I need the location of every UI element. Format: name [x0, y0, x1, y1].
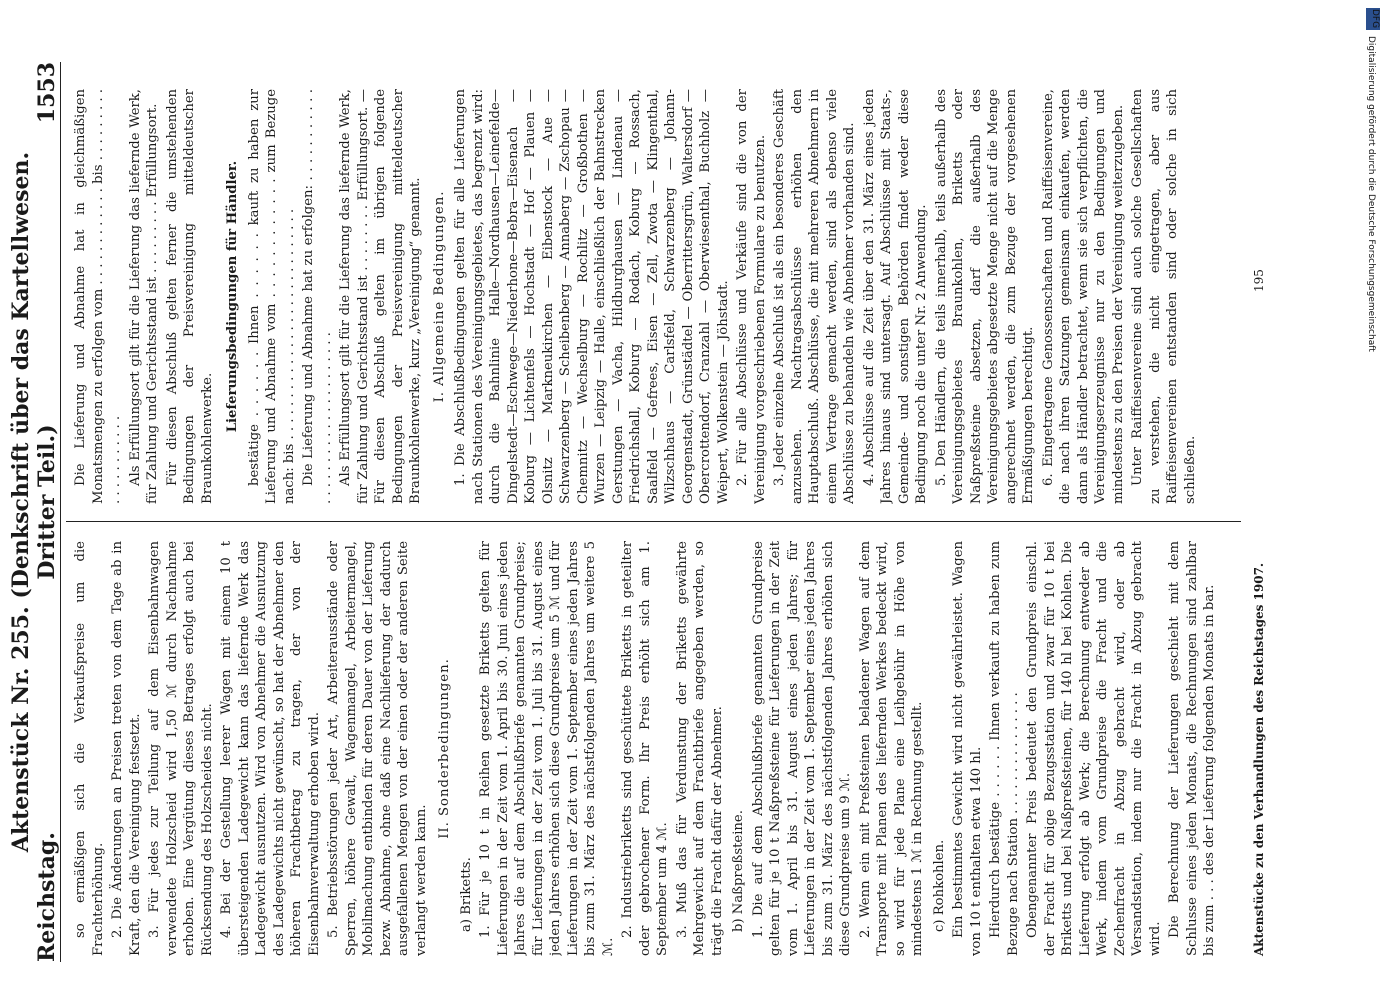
section-2-title: II. Sonderbedingungen.: [437, 658, 452, 839]
right-column-paragraphs: [72, 89, 216, 504]
paragraph: 1. Die auf dem Abschlußbriefe genannten Grundpreise gelten für je 10 t Naßpreßsteine für Lieferungen in der Zeit vom 1. April bis 31. August eines jeden Jahres; für Lieferungen in der Zeit vom 1. September eines jeden Jahres bis zum 31. März des nächstfolgenden Jahres erhöhen sich diese Grundpreise um 9 ℳ.: [750, 541, 853, 956]
paragraph: Die Lieferung und Abnahme hat zu erfolgen: . . . . . . . . . . . . . . . . . . . . . . . . . . . . . . . .: [301, 89, 334, 504]
paragraph: 5. Den Händlern, die teils innerhalb, teils außerhalb des Vereinigungsgebietes Braunkohlen, Briketts oder Naßpreßsteine absetzen, darf die außerhalb des Vereinigungsgebietes abgesetzte Menge nicht auf die Menge angerechnet werden, die zum Bezuge der vorgesehenen Ermäßigungen berechtigt.: [933, 89, 1036, 504]
paragraph: 4. Bei der Gestellung leerer Wagen mit einem 10 t übersteigenden Ladegewicht kann das liefernde Werk das Ladegewicht ausnutzen. Wird von Abnehmer die Ausnutzung des Ladegewichts nicht gewünscht, so hat der Abnehmer den höheren Frachtbetrag zu tragen, der von der Eisenbahnverwaltung erhoben wird.: [219, 541, 322, 956]
paragraph: Obengenannter Preis bedeutet den Grundpreis einschl. der Fracht für obige Bezugsstation und zwar für 10 t bei Briketts und bei Naßpreßsteinen, für 140 hl bei Kohlen. Die Lieferung erfolgt ab Werk; die Berechnung entweder ab Werk, indem vom Grundpreise die Fracht und die Zechenfracht in Abzug gebracht wird, oder ab Versandstation, indem nur die Fracht in Abzug gebracht wird.: [1025, 541, 1163, 956]
paragraph: Hierdurch bestätige . . . . . . Ihnen verkauft zu haben zum Bezuge nach Station . . . . . . . . . . . . . . .: [988, 541, 1021, 956]
paragraph: Als Erfüllungsort gilt für die Lieferung das liefernde Werk, für Zahlung und Gerichtsstand ist . . . . . . . . . Erfüllungsort.: [127, 89, 160, 504]
rotated-page-content: [0, 22, 1320, 982]
subsection-b-title: b) Naßpreßsteine.: [731, 810, 746, 932]
left-column: [72, 541, 1242, 956]
dfg-logo: DFG: [1366, 8, 1380, 30]
subsection-a-title: a) Briketts.: [458, 857, 474, 932]
left-column-paragraphs: [72, 541, 430, 956]
paragraph: 2. Für alle Abschlüsse und Verkäufe sind die von der Vereinigung vorgeschriebenen Formulare zu benutzen.: [735, 89, 768, 504]
side-credit: [1366, 8, 1380, 708]
paragraph: 3. Muß das für Verdunstung der Briketts gewährte Mehrgewicht auf dem Frachtbriefe angegeben werden, so trägt die Fracht dafür der Abnehmer.: [674, 541, 725, 956]
rohkohlen-paragraphs: [950, 541, 1219, 956]
running-header: [0, 62, 61, 962]
paragraph: Die Berechnung der Lieferungen geschieht mit dem Schlusse eines jeden Monats, die Rechnungen sind zahlbar bis zum . . . des der Lieferung folgenden Monats in bar.: [1167, 541, 1217, 956]
column-divider: [66, 521, 1241, 522]
nasspresssteine-paragraphs: [750, 541, 927, 956]
paragraph: bestätige . . . . . . Ihnen . . . . . . kauft zu haben zur Lieferung und Abnahme vom . . . . . . . . . . . . zum Bezuge nach: bis . . . . . . . . . . . . . . . . . . . . . . . . . . . .: [246, 89, 297, 504]
paragraph: 3. Jeder einzelne Abschluß ist als ein besonderes Geschäft anzusehen. Nachtragsabschlüsse erhöhen den Hauptabschluß. Abschlüsse, die mit mehreren Abnehmern in einem Vertrage gemacht werden, sind als ebenso viele Abschlüsse zu behandeln wie Abnehmer vorhanden sind.: [772, 89, 857, 504]
paragraph: 1. Die Abschlußbedingungen gelten für alle Lieferungen nach Stationen des Vereinigungsgebietes, das begrenzt wird: durch die Bahnlinie Halle—Nordhausen—Leinefelde—Dingelstedt—Eschwege—Niederhone—Bebra—Eisenach — Koburg — Lichtenfels — Hochstadt — Hof — Plauen — Olsnitz — Markneukirchen — Eibenstock — Aue — Schwarzenberg — Scheibenberg — Annaberg — Zschopau — Chemnitz — Wechselburg — Rochlitz — Großbothen — Wurzen — Leipzig — Halle, einschließlich der Bahnstrecken Gerstungen — Vacha, Hildburghausen — Lindenau — Friedrichshall, Koburg — Rodach, Koburg — Rossach, Saalfeld — Gefrees, Eisen — Zell, Zwota — Klingenthal, Wilzschhaus — Carlsfeld, Schwarzenberg — Johann-Georgenstadt, Grünstädtel — Oberrittersgrün, Waltersdorf — Obercrottendorf, Cranzahl — Oberwiesenthal, Buchholz — Weipert, Wolkenstein — Jöhstadt.: [453, 89, 731, 504]
subsection-c-title: c) Rohkohlen.: [931, 839, 947, 932]
paragraph: 3. Für jedes zur Teilung auf dem Eisenbahnwagen verwendete Holzscheid wird 1,50 ℳ durch Nachnahme erhoben. Eine Vergütung dieses Betrages erfolgt auch bei Rücksendung des Holzscheides nicht.: [147, 541, 215, 956]
paragraph: so ermäßigen sich die Verkaufspreise um die Frachterhöhung.: [73, 541, 106, 956]
paragraph: 2. Industriebriketts sind geschüttete Briketts in geteilter oder gebrochener Form. Ihr Preis erhöht sich am 1. September um 4 ℳ.: [620, 541, 670, 956]
paragraph: Ein bestimmtes Gewicht wird nicht gewährleistet. Wagen von 10 t enthalten etwa 140 hl.: [951, 541, 984, 956]
paragraph: 2. Wenn ein mit Preßsteinen beladener Wagen auf dem Transporte mit Planen des liefernden Werkes bedeckt wird, so wird für jede Plane eine Leihgebühr in Höhe von mindestens 1 ℳ in Rechnung gestellt.: [857, 541, 925, 956]
paragraph: 6. Eingetragene Genossenschaften und Raiffeisenvereine, die nach ihren Satzungen gemeinsam einkaufen, werden dann als Händler betrachtet, wenn sie sich verpflichten, die Vereinigungserzeugnisse nur zu den Bedingungen und mindestens zu den Preisen der Vereinigung weiterzugeben.: [1040, 89, 1126, 504]
footnote: Aktenstücke zu den Verhandlungen des Reichstages 1907.: [1252, 562, 1266, 956]
side-credit-text: Digitalisierung gefördert durch die Deutsche Forschungsgemeinschaft: [1366, 36, 1376, 352]
header-title: Aktenstück Nr. 255. (Denkschrift über das Kartellwesen. Dritter Teil.): [8, 151, 60, 853]
paragraph: Unter Raiffeisenvereine sind auch solche Gesellschaften zu verstehen, die nicht eingetragen, aber aus Raiffeisenvereinen entstanden sind oder solche in sich schließen.: [1130, 89, 1198, 504]
allgemeine-paragraphs: [452, 89, 1199, 504]
page-number: 195: [1252, 269, 1266, 292]
section-1-title: I. Allgemeine Bedingungen.: [431, 190, 447, 403]
briketts-paragraphs: [477, 541, 726, 956]
paragraph: 5. Betriebsstörungen jeder Art, Arbeiterausstände oder Sperren, höhere Gewalt, Wagenmangel, Arbeitermangel, Mobilmachung entbinden für deren Dauer von der Lieferung bezw. Abnahme, ohne daß eine Nachlieferung der dadurch ausgefallenen Mengen von der einen oder der anderen Seite verlangt werden kann.: [326, 541, 429, 956]
paragraph: 4. Abschlüsse auf die Zeit über den 31. März eines jeden Jahres hinaus sind untersagt. Auf Abschlüsse mit Staats-, Gemeinde- und sonstigen Behörden findet weder diese Bedingung noch die unter Nr. 2 Anwendung.: [861, 89, 929, 504]
paragraph: Die Lieferung und Abnahme hat in gleichmäßigen Monatsmengen zu erfolgen vom . . . . . . . . . . . . bis . . . . . . . . . . . . . . . . . . . .: [73, 89, 123, 504]
right-column: [72, 89, 1242, 504]
paragraph: 1. Für je 10 t in Reihen gesetzte Briketts gelten für Lieferungen in der Zeit vom 1. April bis 30. Juni eines jeden Jahres die auf dem Abschlußbriefe genannten Grundpreise; für Lieferungen in der Zeit vom 1. Juli bis 31. August eines jeden Jahres erhöhen sich diese Grundpreise um 5 ℳ und für Lieferungen in der Zeit vom 1. September eines jeden Jahres bis zum 31. März des nächstfolgenden Jahres um weitere 5 ℳ.: [478, 541, 616, 956]
haendler-paragraphs: [246, 89, 425, 504]
header-page-number: 1553: [34, 62, 60, 124]
haendler-title: Lieferungsbedingungen für Händler.: [225, 160, 240, 433]
header-left: Reichstag.: [34, 832, 60, 962]
paragraph: Für diesen Abschluß gelten ferner die umstehenden Bedingungen der Preisvereinigung mitteldeutscher Braunkohlenwerke.: [164, 89, 215, 504]
paragraph: Als Erfüllungsort gilt für die Lieferung das liefernde Werk, für Zahlung und Gerichtsstand ist . . . . . . . . Erfüllungsort. — Für diesen Abschluß gelten im übrigen folgende Bedingungen der Preisvereinigung mitteldeutscher Braunkohlenwerke, kurz „Vereinigung“ genannt.: [338, 89, 423, 504]
paragraph: 2. Die Änderungen an Preisen treten von dem Tage ab in Kraft, den die Vereinigung festsetzt.: [110, 541, 143, 956]
